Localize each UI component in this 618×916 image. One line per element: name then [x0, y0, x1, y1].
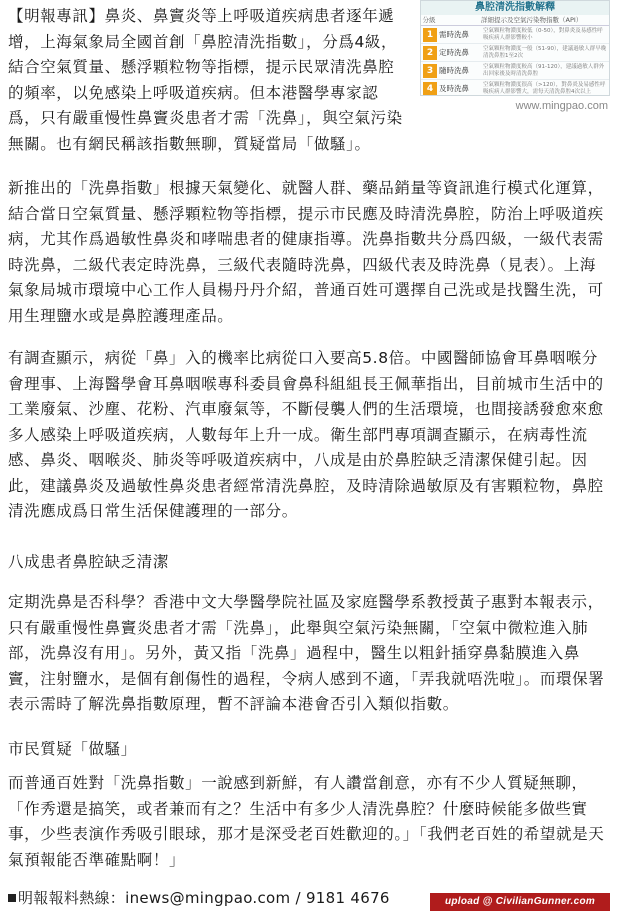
article-paragraph-intro: 【明報專訊】鼻炎、鼻竇炎等上呼吸道疾病患者逐年遞增，上海氣象局全國首創「鼻腔清洗指數」，分爲4級，結合空氣質量、懸浮顆粒物等指標，提示民眾清洗鼻腔的頻率，以免感染上呼吸道疾病。但本港醫學專家認爲，只有嚴重慢性鼻竇炎患者才需「洗鼻」，與空氣污染無關。也有網民稱該指數無聊，質疑當局「做騷」。 [8, 7, 403, 153]
article-paragraph-index: 新推出的「洗鼻指數」根據天氣變化、就醫人群、藥品銷量等資訊進行模式化運算，結合當日空氣質量、懸浮顆粒物等指標，提示市民應及時清洗鼻腔，防治上呼吸道疾病，尤其作爲過敏性鼻炎和哮喘患者的健康指導。洗鼻指數共分爲四級，一級代表需時洗鼻，二級代表定時洗鼻，三級代表隨時洗鼻，四級代表及時洗鼻（見表）。上海氣象局城市環境中心工作人員楊丹丹介紹，普通百姓可選擇自己洗或是找醫生洗，可用生理鹽水或是鼻腔護理產品。 [8, 179, 604, 325]
col-desc-header: 詳細提示及空氣污染物指數（API） [481, 16, 583, 24]
section-heading-clean: 八成患者鼻腔缺乏清潔 [8, 553, 170, 571]
figure-row [421, 62, 609, 80]
level-description: 空氣顆粒物濃度較高（91-120），建議過敏人群外出回家後及時清洗鼻腔 [483, 64, 605, 77]
level-name: 隨時洗鼻 [439, 66, 469, 75]
article-paragraph-public: 而普通百姓對「洗鼻指數」一說感到新鮮，有人讚當創意，亦有不少人質疑無聊，「作秀還是搞笑，或者兼而有之？生活中有多少人清洗鼻腔？什麼時候能多做些實事，少些表演作秀吸引眼球，那才是深受老百姓歡迎的。」「我們老百姓的希望就是天氣預報能否準確點啊！」 [8, 774, 605, 869]
level-name: 及時洗鼻 [439, 84, 469, 93]
nose-wash-index-figure [420, 0, 610, 118]
level-number-badge: 4 [423, 82, 437, 96]
section-heading-public: 市民質疑「做騷」 [8, 740, 137, 758]
hotline-footer [8, 887, 390, 908]
figure-table-header [421, 15, 609, 26]
upload-watermark: upload @ CivilianGunner.com [430, 893, 610, 911]
index-table-image [420, 0, 610, 96]
col-level-header: 分級 [422, 16, 436, 24]
hotline-phone: 9181 4676 [305, 889, 390, 907]
article-paragraph-expert: 定期洗鼻是否科學？香港中文大學醫學院社區及家庭醫學系教授黃子惠對本報表示，只有嚴重慢性鼻竇炎患者才需「洗鼻」，此舉與空氣污染無關，「空氣中微粒進入肺部，洗鼻沒有用」。另外，黃又指「洗鼻」過程中，醫生以粗針插穿鼻黏膜進入鼻竇，注射鹽水，是個有創傷性的過程，令病人感到不適，「弄我就唔洗啦」。而環保署表示需時了解洗鼻指數原理，暫不評論本港會否引入類似指數。 [8, 593, 605, 713]
bullet-square-icon [8, 894, 16, 902]
level-number-badge: 2 [423, 46, 437, 60]
level-name: 需時洗鼻 [439, 30, 469, 39]
figure-row [421, 80, 609, 96]
level-description: 空氣顆粒物濃度較低（0-50），對鼻炎及易感性呼吸疾病人群影響較小 [483, 28, 603, 41]
hotline-label: 明報報料熱線： [18, 889, 126, 907]
article-paragraph-survey: 有調查顯示，病從「鼻」入的機率比病從口入要高5.8倍。中國醫師協會耳鼻咽喉分會理事、上海醫學會耳鼻咽喉專科委員會鼻科組組長王佩華指出，目前城市生活中的工業廢氣、沙塵、花粉、汽車廢氣等，不斷侵襲人們的生活環境，也間接誘發愈來愈多人感染上呼吸道疾病，人數每年上升一成。衛生部門專項調查顯示，在病毒性流感、鼻炎、咽喉炎、肺炎等呼吸道疾病中，八成是由於鼻腔缺乏清潔保健引起。因此，建議鼻炎及過敏性鼻炎患者經常清洗鼻腔，及時清除過敏原及有害顆粒物，鼻腔清洗應成爲日常生活保健護理的一部分。 [8, 349, 604, 520]
col-spacer [437, 15, 481, 25]
figure-title: 鼻腔清洗指數解釋 [421, 1, 609, 15]
level-number-badge: 3 [423, 64, 437, 78]
level-description: 空氣顆粒物濃度很高（>120），對鼻炎及易感性呼吸疾病人群影響大，需每天清洗鼻腔4次以上 [483, 82, 606, 95]
figure-row [421, 44, 609, 62]
figure-caption: www.mingpao.com [515, 100, 608, 112]
hotline-email-link[interactable]: inews@mingpao.com [125, 889, 291, 907]
level-number-badge: 1 [423, 28, 437, 42]
level-description: 空氣顆粒物濃度一般（51-90），建議過敏人群早晚清洗鼻腔1至2次 [483, 46, 607, 59]
hotline-separator: / [290, 889, 306, 907]
figure-row [421, 26, 609, 44]
level-name: 定時洗鼻 [439, 48, 469, 57]
